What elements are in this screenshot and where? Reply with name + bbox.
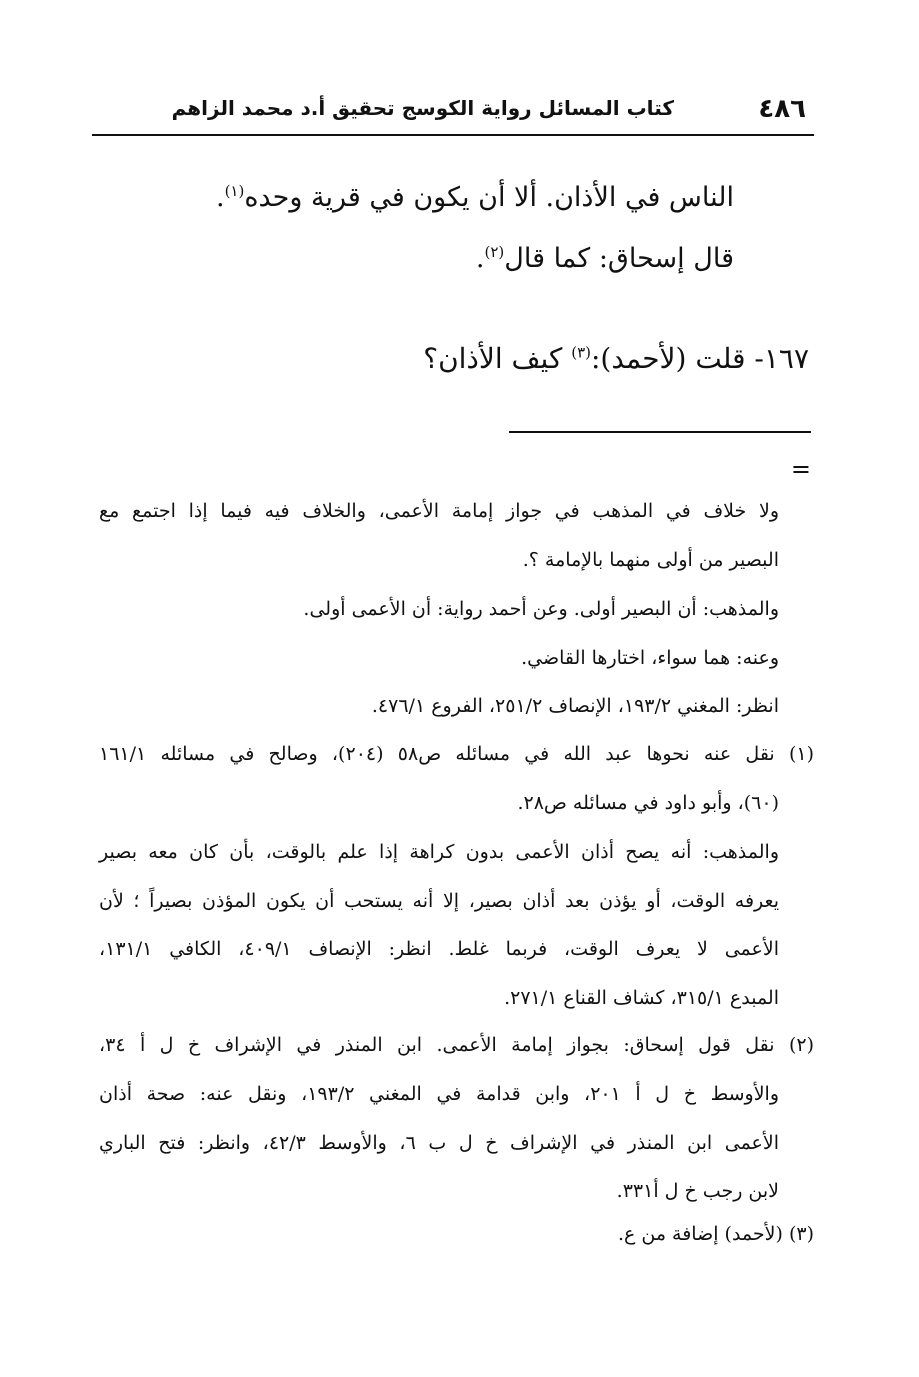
footnote-separator	[509, 431, 811, 433]
page-header	[92, 92, 814, 136]
footnote-1-line: والمذهب: أنه يصح أذان الأعمى بدون كراهة إذا علم بالوقت، بأن كان معه بصير	[99, 841, 779, 863]
question-part-b: كيف الأذان؟	[423, 342, 563, 375]
main-text-line-1	[216, 182, 734, 213]
question-167	[423, 342, 809, 375]
footnote-1-line: يعرفه الوقت، أو يؤذن بعد أذان بصير، إلا أنه يستحب أن يكون المؤذن بصيراً ؛ لأن	[99, 890, 779, 912]
footnote-2-line: الأعمى ابن المنذر في الإشراف خ ل ب ٦، والأوسط ٤٢/٣، وانظر: فتح الباري	[99, 1132, 780, 1154]
footnote-cont-line: ولا خلاف في المذهب في جواز إمامة الأعمى، والخلاف فيه فيما إذا اجتمع مع	[99, 500, 779, 522]
continuation-mark: =	[790, 455, 811, 483]
footnote-2-line: (٢) نقل قول إسحاق: بجواز إمامة الأعمى. ابن المنذر في الإشراف خ ل أ ٣٤،	[99, 1034, 814, 1056]
footnote-1-line: (٦٠)، وأبو داود في مسائله ص٢٨.	[517, 792, 779, 814]
footnote-ref-1[interactable]: (١)	[224, 182, 245, 200]
running-title: كتاب المسائل رواية الكوسج تحقيق أ.د محمد الزاهم	[171, 96, 674, 120]
footnote-ref-3[interactable]: (٣)	[571, 343, 591, 362]
page-number: ٤٨٦	[758, 94, 806, 124]
main-text-line-1-body: الناس في الأذان. ألا أن يكون في قرية وحده	[244, 182, 734, 213]
footnote-2-line: والأوسط خ ل أ ٢٠١، وابن قدامة في المغني ١٩٣/٢، ونقل عنه: صحة أذان	[99, 1083, 779, 1105]
footnote-2-line: لابن رجب خ ل أ٣٣١.	[616, 1180, 779, 1202]
question-number: ١٦٧-	[754, 342, 809, 375]
footnote-cont-line: والمذهب: أن البصير أولى. وعن أحمد رواية: أن الأعمى أولى.	[303, 598, 779, 620]
main-text-line-1-end: .	[215, 182, 225, 213]
footnote-1-line: المبدع ٣١٥/١، كشاف القناع ٢٧١/١.	[504, 987, 779, 1009]
footnote-ref-2[interactable]: (٢)	[484, 243, 505, 261]
footnote-cont-line: البصير من أولى منهما بالإمامة ؟.	[522, 549, 779, 571]
footnote-1-line: (١) نقل عنه نحوها عبد الله في مسائله ص٥٨ (٢٠٤)، وصالح في مسائله ١٦١/١	[99, 743, 815, 765]
main-text-line-2-end: .	[475, 243, 485, 274]
main-text-line-2-body: قال إسحاق: كما قال	[504, 243, 734, 274]
question-part-a: قلت (لأحمد):	[591, 342, 746, 375]
main-text-line-2	[476, 243, 734, 274]
footnote-3-line: (٣) (لأحمد) إضافة من ع.	[617, 1223, 814, 1245]
footnote-1-line: الأعمى لا يعرف الوقت، فربما غلط. انظر: الإنصاف ٤٠٩/١، الكافي ١٣١/١،	[99, 938, 779, 960]
footnote-cont-line: انظر: المغني ١٩٣/٢، الإنصاف ٢٥١/٢، الفروع ٤٧٦/١.	[371, 695, 779, 717]
footnote-cont-line: وعنه: هما سواء، اختارها القاضي.	[521, 647, 779, 669]
